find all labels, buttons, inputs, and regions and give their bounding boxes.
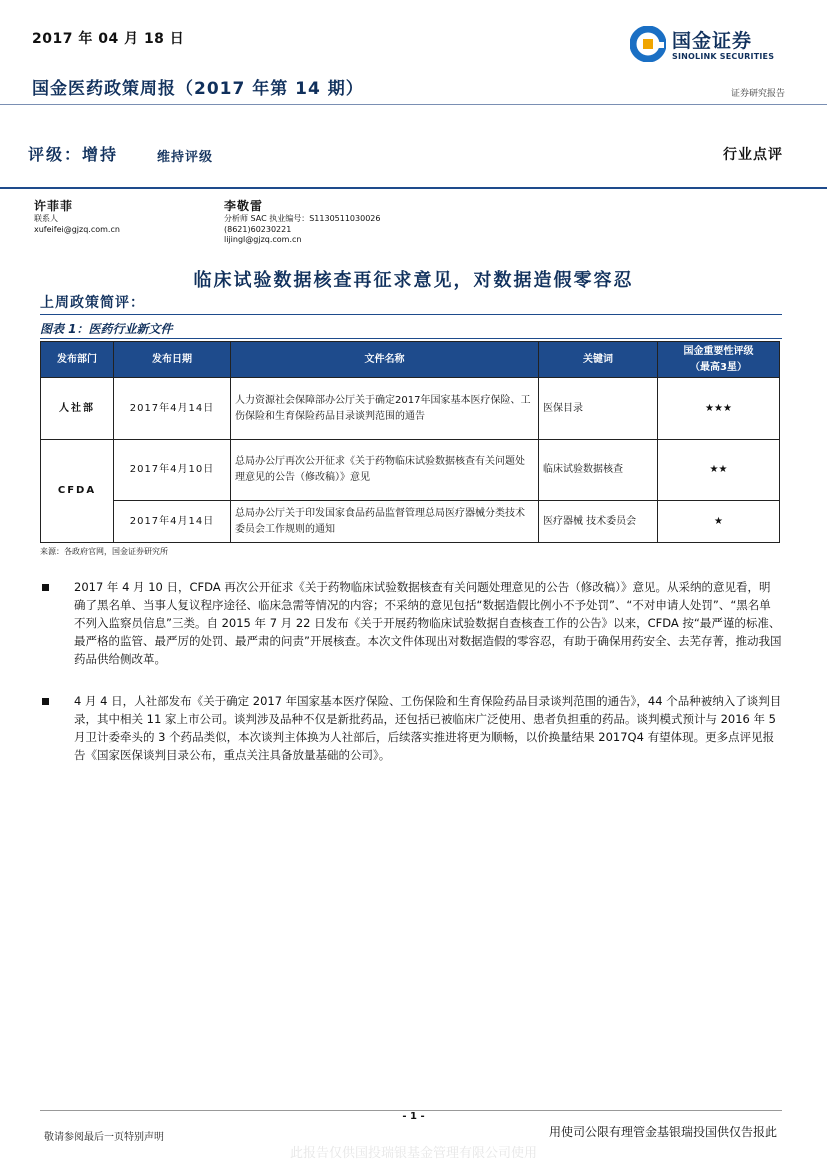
- caption-divider: [40, 338, 782, 339]
- cell-stars: ★★: [658, 440, 780, 501]
- cell-date: 2017年4月14日: [114, 378, 231, 440]
- report-title: 国金医药政策周报（2017 年第 14 期）: [32, 79, 364, 99]
- sinolink-logo: [630, 24, 790, 68]
- cell-doc: 总局办公厅关于印发国家食品药品监督管理总局医疗器械分类技术委员会工作规则的通知: [231, 501, 539, 543]
- cell-doc: 人力资源社会保障部办公厅关于确定2017年国家基本医疗保险、工伤保险和生育保险药品目录谈判范围的通告: [231, 378, 539, 440]
- policy-table: [40, 341, 780, 543]
- analyst-email: lijingl@gjzq.com.cn: [224, 235, 302, 244]
- review-type: 行业点评: [723, 147, 783, 163]
- table-source: 来源：各政府官网，国金证券研究所: [40, 547, 168, 556]
- watermark: 此报告仅供国投瑞银基金管理有限公司使用: [289, 1146, 537, 1161]
- col-header-importance-note: （最高3星）: [690, 361, 747, 373]
- section-title: 上周政策简评：: [40, 295, 145, 311]
- header-divider: [0, 104, 827, 105]
- rating-action: 维持评级: [157, 150, 214, 165]
- analyst-name: 李敬雷: [224, 199, 264, 213]
- bullet-paragraph: [42, 578, 782, 668]
- col-header-date: 发布日期: [114, 342, 231, 378]
- cell-date: 2017年4月14日: [114, 501, 231, 543]
- footer-disclaimer: 敬请参阅最后一页特别声明: [44, 1132, 164, 1143]
- bullet-paragraph: [42, 692, 782, 764]
- table-row: [41, 378, 780, 440]
- cell-dept: CFDA: [41, 440, 114, 543]
- analyst-role: 联系人: [34, 214, 58, 223]
- cell-stars: ★★★: [658, 378, 780, 440]
- section-divider: [40, 314, 782, 315]
- cell-stars: ★: [658, 501, 780, 543]
- cell-dept: 人社部: [41, 378, 114, 440]
- report-date: 2017 年 04 月 18 日: [32, 31, 185, 47]
- sinolink-logo-icon: [630, 26, 666, 62]
- analyst-name: 许菲菲: [34, 199, 74, 213]
- bullet-text: 2017 年 4 月 10 日，CFDA 再次公开征求《关于药物临床试验数据核查有关问题处理意见的公告（修改稿）》意见。从采纳的意见看，明确了黑名单、当事人复议程序途径、临床急需等情况的内容；不采纳的意见包括“数据造假比例小不予处罚”、“不对申请人处罚”、“黑名单不列入监察员信息”三类。自 2015 年 7 月 22 日发布《关于开展药物临床试验数据自查核查工作的公告》以来，CFDA 按“最严谨的标准、最严格的监管、最严厉的处罚、最严肃的问责”开展核查。本次文件体现出对数据造假的零容忍，有助于确保用药安全、去芜存菁，推动我国药品供给侧改革。: [74, 580, 782, 666]
- col-header-doc: 文件名称: [231, 342, 539, 378]
- cell-doc: 总局办公厅再次公开征求《关于药物临床试验数据核查有关问题处理意见的公告（修改稿）》意见: [231, 440, 539, 501]
- page-number: - 1 -: [402, 1111, 425, 1122]
- col-header-importance: [658, 342, 780, 378]
- table-header-row: [41, 342, 780, 378]
- bullet-square-icon: [42, 698, 49, 705]
- rating-label: 评级：增持: [28, 145, 119, 164]
- cell-keyword: 医保目录: [539, 378, 658, 440]
- table-caption: 图表 1：医药行业新文件: [40, 322, 173, 336]
- bullet-text: 4 月 4 日，人社部发布《关于确定 2017 年国家基本医疗保险、工伤保险和生育保险药品目录谈判范围的通告》，44 个品种被纳入了谈判目录，其中相关 11 家上市公司。谈判涉及品种不仅是新批药品，还包括已被临床广泛使用、患者负担重的药品。谈判模式预计与 2016 年 5 月卫计委牵头的 3 个药品类似，本次谈判主体换为人社部后，后续落实推进将更为顺畅，以价换量结果 2017Q4 有望体现。更多点评见报告《国家医保谈判目录公布，重点关注具备放量基础的公司》。: [74, 694, 782, 762]
- table-row: [41, 440, 780, 501]
- analyst-sac-id: 分析师 SAC 执业编号：S1130511030026: [224, 214, 381, 223]
- bullet-square-icon: [42, 584, 49, 591]
- footer-notice: 用使司公限有理管金基银瑞投国供仅告报此: [548, 1125, 777, 1139]
- col-header-dept: 发布部门: [41, 342, 114, 378]
- analyst-contact: [34, 198, 120, 235]
- col-header-keyword: 关键词: [539, 342, 658, 378]
- cell-keyword: 临床试验数据核查: [539, 440, 658, 501]
- logo-english-name: SINOLINK SECURITIES: [672, 52, 775, 61]
- col-header-importance-label: 国金重要性评级: [683, 345, 754, 357]
- analyst-contact: [224, 198, 380, 246]
- analyst-email: xufeifei@gjzq.com.cn: [34, 224, 120, 234]
- article-headline: 临床试验数据核查再征求意见，对数据造假零容忍: [193, 270, 634, 291]
- analyst-phone: (8621)60230221: [224, 224, 292, 234]
- cell-date: 2017年4月10日: [114, 440, 231, 501]
- cell-keyword: 医疗器械 技术委员会: [539, 501, 658, 543]
- rating-divider: [0, 187, 827, 189]
- table-row: [41, 501, 780, 543]
- logo-chinese-name: 国金证券: [672, 30, 753, 52]
- report-type: 证券研究报告: [730, 89, 785, 99]
